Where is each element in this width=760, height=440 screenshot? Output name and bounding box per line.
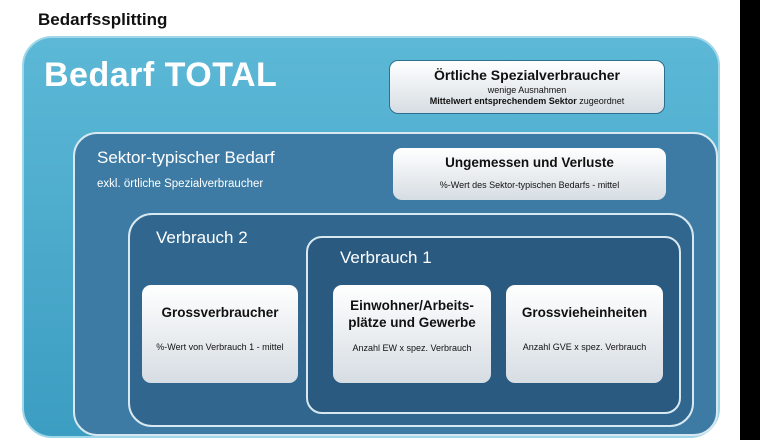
grossverbraucher-desc: %-Wert von Verbrauch 1 - mittel	[156, 342, 284, 352]
einwohner-box	[333, 285, 491, 383]
einwohner-desc: Anzahl EW x spez. Verbrauch	[352, 343, 472, 353]
ungemessen-box	[393, 148, 666, 200]
spezialverbraucher-line1: wenige Ausnahmen	[487, 85, 567, 95]
bedarf-total-title: Bedarf TOTAL	[44, 56, 278, 94]
spezialverbraucher-box	[389, 60, 665, 114]
page-title: Bedarfssplitting	[38, 10, 168, 29]
sektor-title: Sektor-typischer Bedarf	[97, 148, 275, 167]
einwohner-title-line2: plätze und Gewerbe	[348, 315, 476, 330]
spezialverbraucher-line2-bold: Mittelwert entsprechendem Sektor	[429, 96, 577, 106]
grossvieh-desc: Anzahl GVE x spez. Verbrauch	[522, 342, 647, 352]
verbrauch1-title: Verbrauch 1	[340, 248, 432, 267]
grossverbraucher-title: Grossverbraucher	[161, 305, 279, 320]
spezialverbraucher-line2-rest: zugeordnet	[576, 96, 625, 106]
grossvieh-box	[506, 285, 663, 383]
sektor-subtitle: exkl. örtliche Spezialverbraucher	[97, 178, 264, 190]
ungemessen-title: Ungemessen und Verluste	[445, 155, 614, 170]
grossvieh-title: Grossvieheinheiten	[521, 305, 648, 320]
grossverbraucher-box	[142, 285, 298, 383]
ungemessen-desc: %-Wert des Sektor-typischen Bedarfs - mittel	[439, 180, 620, 190]
right-edge-bar	[740, 0, 760, 440]
einwohner-title	[333, 297, 491, 331]
spezialverbraucher-line2	[390, 96, 664, 106]
einwohner-title-line1: Einwohner/Arbeits-	[350, 298, 474, 313]
spezialverbraucher-title: Örtliche Spezialverbraucher	[434, 67, 620, 83]
verbrauch2-title: Verbrauch 2	[156, 228, 248, 247]
